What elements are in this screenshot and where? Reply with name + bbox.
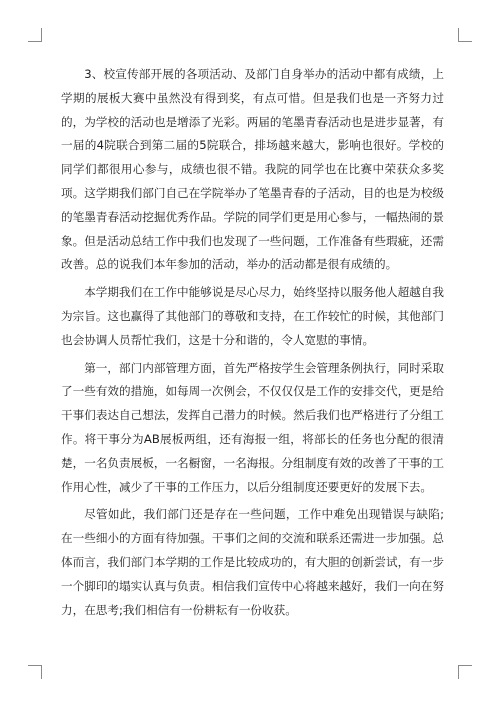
crop-mark-bottom-left (28, 665, 42, 679)
crop-mark-bottom-right (458, 665, 472, 679)
paragraph-management: 第一，部门内部管理方面，首先严格按学生会管理条例执行，同时采取了一些有效的措施，如每周一次例会，不仅仅仅是工作的安排交代，更是给干事们表达自己想法，发挥自己潜力的时候。然后我们也严格进行了分组工作。将干事分为AB展板两组，还有海报一组，将部长的任务也分配的很清楚，一名负责展板，一名橱窗，一名海报。分组制度有效的改善了干事的工作用心性，减少了干事的工作压力，以后分组制度还要更好的发展下去。 (61, 360, 444, 494)
crop-mark-top-right (458, 28, 472, 42)
paragraph-service: 本学期我们在工作中能够说是尽心尽力，始终坚持以服务他人超越自我为宗旨。这也赢得了其他部门的尊敬和支持，在工作较忙的时候，其他部门也会协调人员帮忙我们，这是十分和谐的，令人宽慰的事情。 (61, 285, 444, 347)
crop-mark-top-left (28, 28, 42, 42)
document-body (61, 63, 444, 626)
paragraph-activities: 3、校宣传部开展的各项活动、及部门自身举办的活动中都有成绩，上学期的展板大赛中虽然没有得到奖，有点可惜。但是我们也是一齐努力过的，为学校的活动也是增添了光彩。两届的笔墨青春活动也是进步显著，有一届的4院联合到第二届的5院联合，排场越来越大，影响也很好。学校的同学们都很用心参与，成绩也很不错。我院的同学也在比赛中荣获众多奖项。这学期我们部门自己在学院举办了笔墨青春的子活动，目的也是为校级的笔墨青春活动挖掘优秀作品。学院的同学们更是用心参与，一幅热闹的景象。但是活动总结工作中我们也发现了一些问题，工作准备有些瑕疵，还需改善。总的说我们本年参加的活动，举办的活动都是很有成绩的。 (61, 67, 444, 272)
paragraph-conclusion: 尽管如此，我们部门还是存在一些问题，工作中难免出现错误与缺陷;在一些细小的方面有待加强。干事们之间的交流和联系还需进一步加强。总体而言，我们部门本学期的工作是比较成功的，有大胆的创新尝试，有一步一个脚印的塌实认真与负责。相信我们宣传中心将越来越好，我们一向在努力，在思考;我们相信有一份耕耘有一份收获。 (61, 507, 444, 617)
